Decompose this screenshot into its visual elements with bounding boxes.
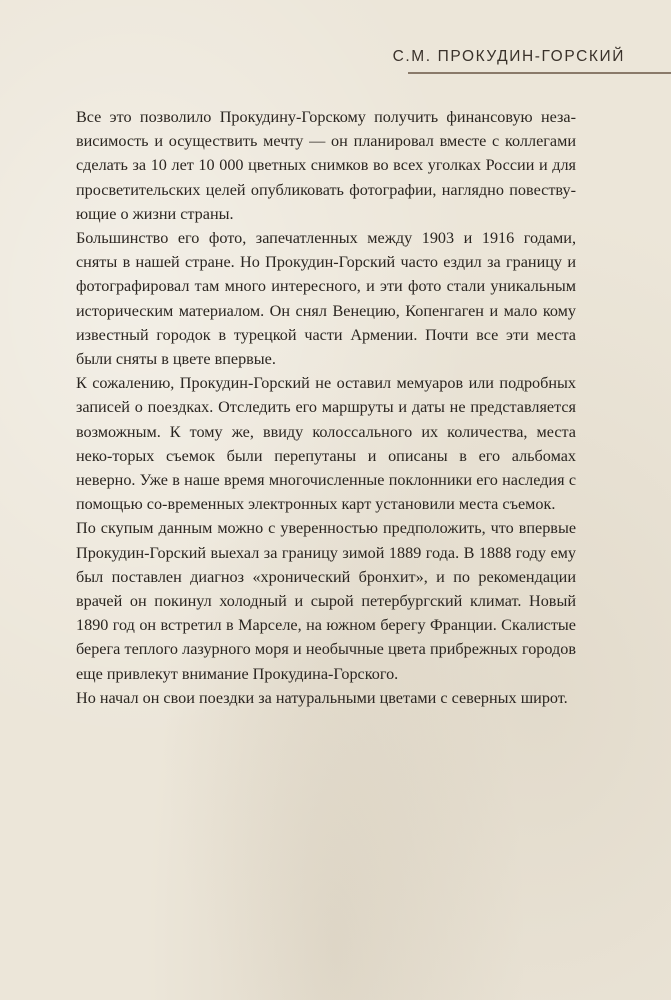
paragraph-4: По скупым данным можно с уверенностью предположить, что впервые Прокудин-Горский выехал за границу зимой 1889 года. В 1888 году ему был поставлен диагноз «хронический бронхит», и по рекомендации врачей он покинул холодный и сырой петербургский климат. Новый 1890 год он встретил в Марселе, на южном берегу Франции. Скалистые берега теплого лазурного моря и необычные цвета прибрежных городов еще привлекут внимание Прокудина-Горского. <box>76 519 576 683</box>
running-header-title: С.М. ПРОКУДИН-ГОРСКИЙ <box>392 48 625 65</box>
paragraph-5: Но начал он свои поездки за натуральными цветами с северных широт. <box>76 688 568 707</box>
header-rule <box>408 72 671 74</box>
paragraph-1: Все это позволило Прокудину-Горскому получить финансовую неза-висимость и осуществить мечту — он планировал вместе с коллегами сделать за 10 лет 10 000 цветных снимков во всех уголках России и для просветительских целей опубликовать фотографии, наглядно повеству-ющие о жизни страны. <box>76 108 576 223</box>
paragraph-2: Большинство его фото, запечатленных между 1903 и 1916 годами, сняты в нашей стране. Но Прокудин-Горский часто ездил за границу и фотографировал там много интересного, и эти фото стали уникальным историческим материалом. Он снял Венецию, Копенгаген и мало кому известный городок в турецкой части Армении. Почти все эти места были сняты в цвете впервые. <box>76 229 576 369</box>
body-text <box>76 105 576 710</box>
paragraph-3: К сожалению, Прокудин-Горский не оставил мемуаров или подробных записей о поездках. Отследить его маршруты и даты не представляется возможным. К тому же, ввиду колоссального их количества, места неко-торых съемок были перепутаны и описаны в его альбомах неверно. Уже в наше время многочисленные поклонники его наследия с помощью со-временных электронных карт установили места съемок. <box>76 374 576 514</box>
running-header <box>0 46 671 70</box>
